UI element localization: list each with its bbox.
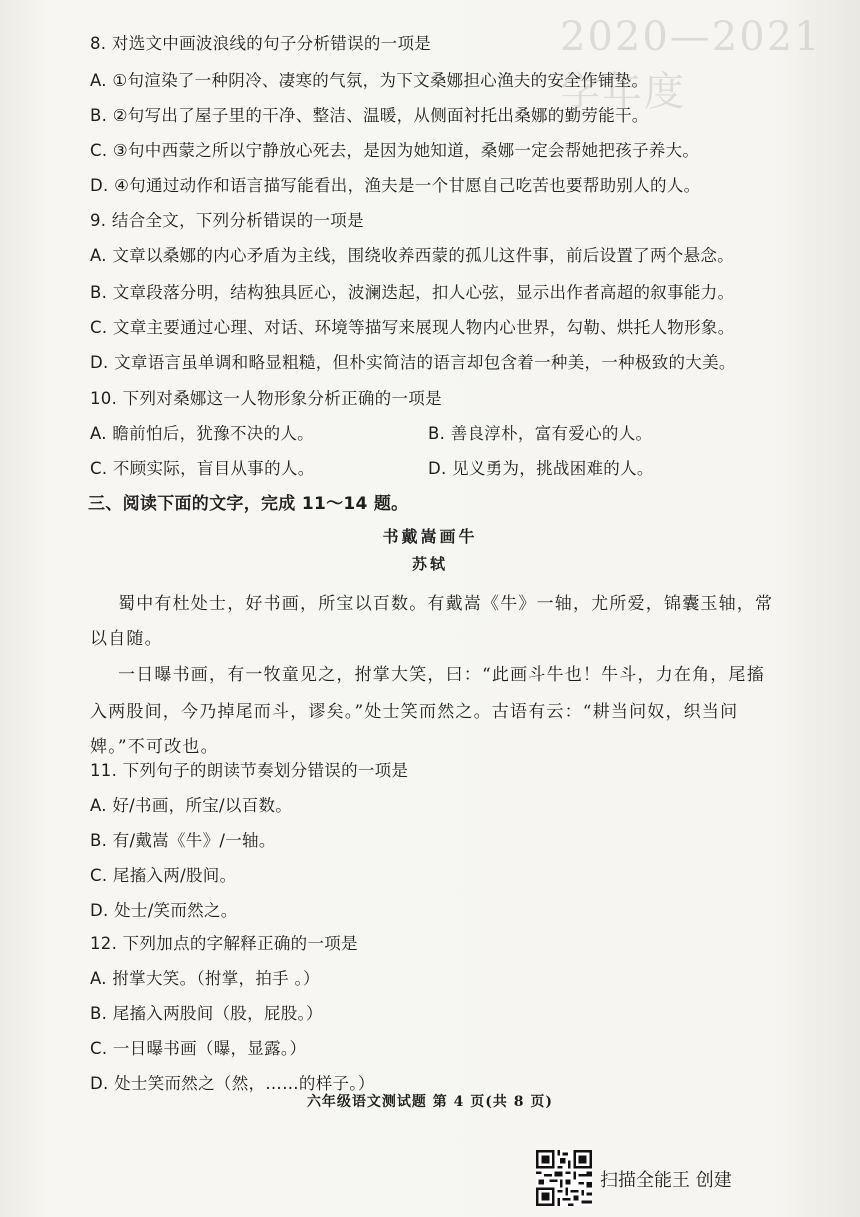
q8-option-a: A. ①句渲染了一种阴冷、凄寒的气氛，为下文桑娜担心渔夫的安全作铺垫。 (90, 71, 649, 90)
section-3-heading: 三、阅读下面的文字，完成 11～14 题。 (88, 494, 409, 514)
q9-option-c: C. 文章主要通过心理、对话、环境等描写来展现人物内心世界，勾勒、烘托人物形象。 (90, 318, 735, 337)
q12-stem: 12. 下列加点的字解释正确的一项是 (90, 934, 358, 953)
page-footer: 六年级语文测试题 第 4 页(共 8 页) (306, 1094, 554, 1110)
passage-title: 书戴嵩画牛 (382, 527, 478, 546)
q8-option-b: B. ②句写出了屋子里的干净、整洁、温暖，从侧面衬托出桑娜的勤劳能干。 (90, 106, 649, 125)
q8-option-c: C. ③句中西蒙之所以宁静放心死去，是因为她知道，桑娜一定会帮她把孩子养大。 (90, 141, 700, 160)
q11-option-a: A. 好/书画，所宝/以百数。 (90, 796, 293, 815)
q10-option-a: A. 瞻前怕后，犹豫不决的人。 (90, 424, 314, 443)
q9-option-d: D. 文章语言虽单调和略显粗糙，但朴实简洁的语言却包含着一种美，一种极致的大美。 (90, 353, 736, 372)
q12-option-c: C. 一日曝书画（曝，显露。） (90, 1039, 307, 1058)
passage-p1-line1: 蜀中有杜处士，好书画，所宝以百数。有戴嵩《牛》一轴，尤所爱，锦囊玉轴，常 (118, 594, 774, 614)
passage-p2-line1: 一日曝书画，有一牧童见之，拊掌大笑，曰：“此画斗牛也！牛斗，力在角，尾搐 (118, 665, 765, 685)
qr-code-icon (536, 1150, 592, 1206)
passage-author: 苏轼 (411, 555, 448, 573)
q10-option-b: B. 善良淳朴，富有爱心的人。 (428, 424, 653, 443)
q12-option-d: D. 处士笑而然之（然，……的样子。） (90, 1074, 375, 1093)
q11-option-c: C. 尾搐入两/股间。 (90, 866, 237, 885)
q11-stem: 11. 下列句子的朗读节奏划分错误的一项是 (90, 761, 409, 780)
scanner-watermark: 扫描全能王 创建 (600, 1170, 732, 1191)
q10-option-d: D. 见义勇为，挑战困难的人。 (428, 459, 654, 478)
q12-option-b: B. 尾搐入两股间（股，屁股。） (90, 1004, 323, 1023)
passage-p2-line3: 婢。”不可改也。 (90, 737, 219, 757)
q10-option-c: C. 不顾实际，盲目从事的人。 (90, 459, 315, 478)
q10-stem: 10. 下列对桑娜这一人物形象分析正确的一项是 (90, 389, 442, 408)
q9-option-a: A. 文章以桑娜的内心矛盾为主线，围绕收养西蒙的孤儿这件事，前后设置了两个悬念。 (90, 246, 734, 265)
q9-option-b: B. 文章段落分明，结构独具匠心，波澜迭起，扣人心弦，显示出作者高超的叙事能力。 (90, 283, 735, 302)
bleed-through-header: 2020—2021 学年度 (560, 14, 822, 115)
q11-option-b: B. 有/戴嵩《牛》/一轴。 (90, 831, 276, 850)
q8-stem: 8. 对选文中画波浪线的句子分析错误的一项是 (90, 34, 432, 53)
q11-option-d: D. 处士/笑而然之。 (90, 901, 238, 920)
q9-stem: 9. 结合全文，下列分析错误的一项是 (90, 211, 364, 230)
q8-option-d: D. ④句通过动作和语言描写能看出，渔夫是一个甘愿自己吃苦也要帮助别人的人。 (90, 176, 701, 195)
passage-p2-line2: 入两股间，今乃掉尾而斗，谬矣。”处士笑而然之。古语有云：“耕当问奴，织当问 (90, 702, 739, 722)
q12-option-a: A. 拊掌大笑。（拊掌，拍手 。） (90, 969, 320, 988)
passage-p1-line2: 以自随。 (90, 629, 163, 649)
